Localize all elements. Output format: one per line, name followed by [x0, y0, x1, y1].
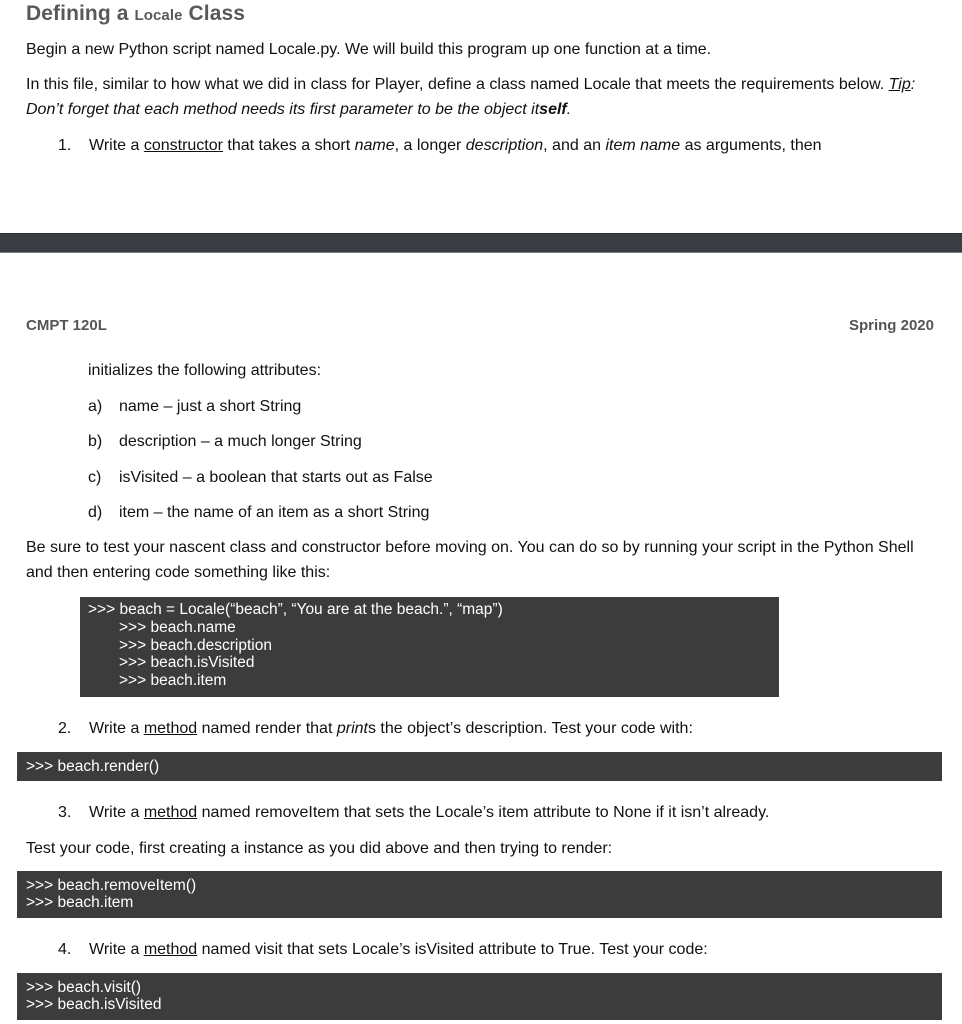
step-3	[58, 800, 769, 825]
code-line: >>> beach.item	[26, 894, 134, 911]
attribute-label: a)	[88, 398, 103, 415]
code-block-remove-item	[17, 871, 942, 918]
code-line: >>> beach.visit()	[26, 979, 142, 996]
step-1	[58, 133, 822, 158]
heading-part1: Defining a	[26, 2, 135, 25]
attribute-item	[88, 429, 362, 454]
code-line: >>> beach.item	[119, 672, 227, 689]
tip-text: : Don’t forget that each method needs its first parameter to be the object it	[26, 76, 916, 118]
code-line: >>> beach.description	[119, 637, 272, 654]
constructor-link[interactable]: constructor	[143, 137, 223, 154]
code-block-visit	[17, 973, 942, 1020]
step-1-end: as arguments, then	[680, 137, 822, 154]
step-4-number: 4.	[58, 941, 72, 958]
step-3-end: named removeItem that sets the Locale’s item attribute to None if it isn’t already.	[197, 804, 770, 821]
attribute-item	[88, 500, 429, 525]
code-block-render	[17, 752, 942, 781]
step-1-pre: Write a	[89, 137, 144, 154]
section-heading	[26, 2, 245, 26]
intro-paragraph: Begin a new Python script named Locale.py. We will build this program up one function at a time.	[26, 41, 712, 58]
step-4-pre: Write a	[89, 941, 144, 958]
step-1-name: name	[354, 137, 395, 154]
step-3-pre: Write a	[89, 804, 144, 821]
attribute-label: d)	[88, 504, 103, 521]
code-line: >>> beach.removeItem()	[26, 877, 197, 894]
attribute-text: isVisited – a boolean that starts out as False	[119, 469, 433, 486]
step-4	[58, 937, 708, 962]
requirements-paragraph	[26, 72, 936, 122]
step-2-prints: print	[336, 720, 368, 737]
page-break	[0, 233, 962, 253]
requirements-text: In this file, similar to how what we did in class for Player, define a class named Locale that meets the requirements below.	[26, 76, 889, 93]
heading-part2: Locale	[134, 7, 183, 24]
attribute-item	[88, 394, 301, 419]
code-line: >>> beach = Locale(“beach”, “You are at the beach.”, “map”)	[88, 601, 503, 618]
step-3-number: 3.	[58, 804, 72, 821]
step-1-mid3: , and an	[543, 137, 606, 154]
tip-self: self	[539, 101, 567, 118]
attribute-item	[88, 465, 433, 490]
step-2-mid: named render that	[197, 720, 337, 737]
attribute-text: description – a much longer String	[119, 433, 362, 450]
step-1-description: description	[465, 137, 544, 154]
method-link[interactable]: method	[143, 720, 198, 737]
step-4-end: named visit that sets Locale’s isVisited attribute to True. Test your code:	[197, 941, 708, 958]
attribute-label: c)	[88, 469, 102, 486]
method-link[interactable]: method	[143, 941, 198, 958]
attribute-text: item – the name of an item as a short String	[119, 504, 430, 521]
attribute-text: name – just a short String	[119, 398, 302, 415]
step-3-note: Test your code, first creating a instance as you did above and then trying to render:	[26, 840, 613, 857]
course-label: CMPT 120L	[26, 317, 107, 334]
step-2	[58, 716, 693, 741]
method-link[interactable]: method	[143, 804, 198, 821]
step-1-mid2: , a longer	[394, 137, 466, 154]
code-line: >>> beach.name	[119, 619, 236, 636]
heading-part3: Class	[182, 2, 246, 25]
test-note: Be sure to test your nascent class and constructor before moving on. You can do so by running your script in the Python Shell and then entering code something like this:	[26, 539, 914, 581]
step-2-end: s the object’s description. Test your code with:	[367, 720, 693, 737]
attribute-label: b)	[88, 433, 103, 450]
step-2-pre: Write a	[89, 720, 144, 737]
code-block-constructor-test	[80, 597, 779, 697]
tip-end: .	[566, 101, 572, 118]
code-line: >>> beach.isVisited	[119, 654, 255, 671]
step-1-number: 1.	[58, 137, 72, 154]
term-label: Spring 2020	[848, 317, 934, 334]
tip-label: Tip	[888, 76, 911, 93]
step-1-mid1: that takes a short	[222, 137, 355, 154]
init-text: initializes the following attributes:	[88, 362, 322, 379]
step-2-number: 2.	[58, 720, 72, 737]
code-line: >>> beach.isVisited	[26, 996, 162, 1013]
step-1-item-name: item name	[605, 137, 681, 154]
code-line: >>> beach.render()	[26, 758, 160, 775]
